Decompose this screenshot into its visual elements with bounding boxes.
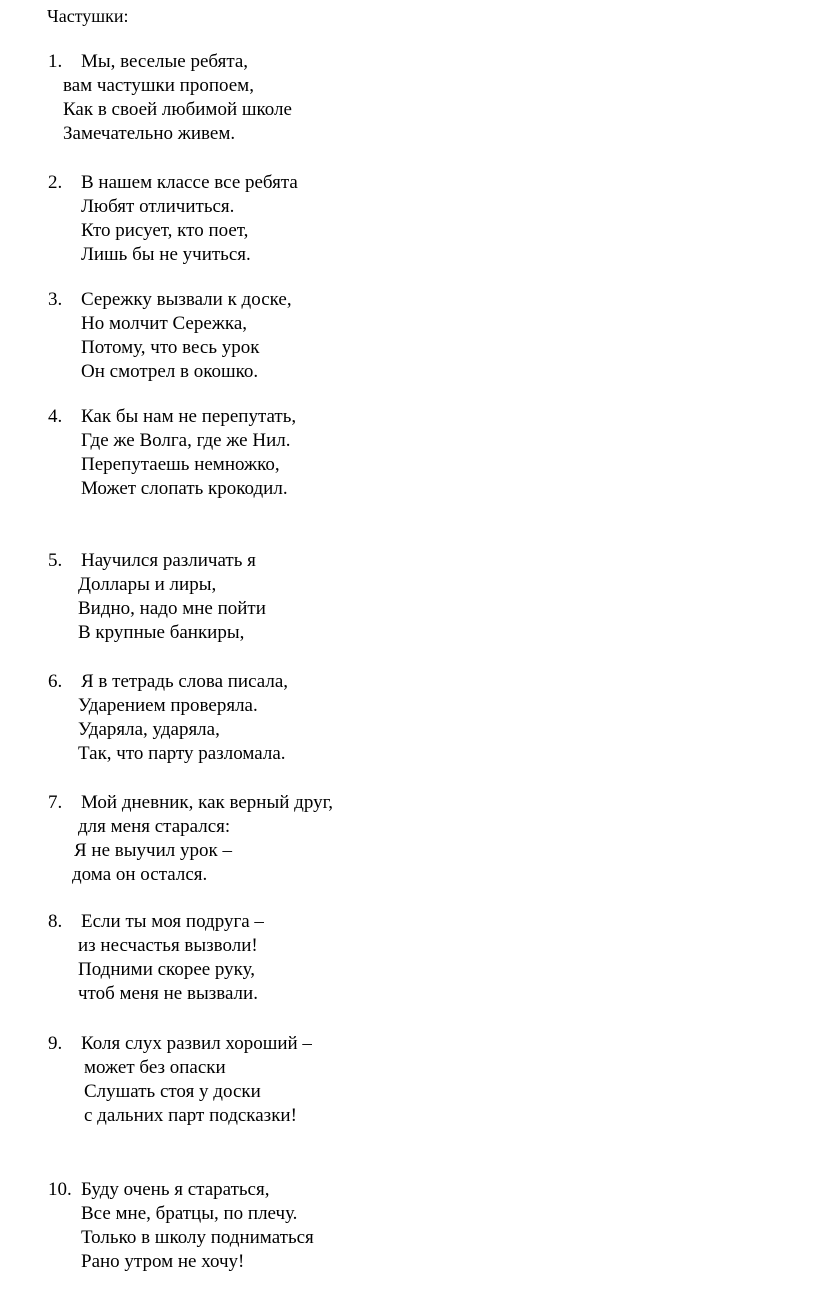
stanza-line: Любят отличиться. — [81, 196, 235, 217]
stanza-line: Подними скорее руку, — [78, 959, 255, 980]
stanza-line: может без опаски — [84, 1057, 226, 1078]
stanza-line: Я в тетрадь слова писала, — [81, 671, 289, 692]
stanza-line: Ударением проверяла. — [78, 695, 258, 716]
stanza-line: Где же Волга, где же Нил. — [81, 430, 291, 451]
stanza-line: Буду очень я стараться, — [81, 1179, 270, 1200]
stanza-line: Как в своей любимой школе — [63, 99, 292, 120]
stanza-number: 4. — [48, 406, 63, 427]
stanza-line: Так, что парту разломала. — [78, 743, 286, 764]
stanza-line: Потому, что весь урок — [81, 337, 260, 358]
stanza-line: Лишь бы не учиться. — [81, 244, 251, 265]
stanza-line: Ударяла, ударяла, — [78, 719, 220, 740]
stanza-line: Научился различать я — [81, 550, 256, 571]
stanza-line: для меня старался: — [78, 816, 231, 837]
stanza-line: Перепутаешь немножко, — [81, 454, 280, 475]
stanza-line: Кто рисует, кто поет, — [81, 220, 249, 241]
stanza-line: вам частушки пропоем, — [63, 75, 254, 96]
stanza-line: В нашем классе все ребята — [81, 172, 298, 193]
stanza-line: Слушать стоя у доски — [84, 1081, 261, 1102]
stanza-number: 9. — [48, 1033, 63, 1054]
stanza-line: Может слопать крокодил. — [81, 478, 288, 499]
stanza-line: Рано утром не хочу! — [81, 1251, 245, 1272]
stanza-line: Как бы нам не перепутать, — [81, 406, 297, 427]
stanza-line: чтоб меня не вызвали. — [78, 983, 258, 1004]
stanza-number: 10. — [48, 1179, 72, 1200]
stanza-line: Он смотрел в окошко. — [81, 361, 259, 382]
stanza-line: Мой дневник, как верный друг, — [81, 792, 333, 813]
stanza-number: 2. — [48, 172, 63, 193]
stanza-line: Мы, веселые ребята, — [81, 51, 249, 72]
stanza-line: с дальних парт подсказки! — [84, 1105, 297, 1126]
stanza-number: 3. — [48, 289, 63, 310]
stanza-line: Замечательно живем. — [63, 123, 236, 144]
document-title: Частушки: — [47, 6, 129, 26]
stanza-line: Я не выучил урок – — [74, 840, 232, 861]
stanza-line: В крупные банкиры, — [78, 622, 245, 643]
stanza-number: 5. — [48, 550, 63, 571]
stanza-line: Доллары и лиры, — [78, 574, 217, 595]
stanza-number: 7. — [48, 792, 63, 813]
stanza-number: 6. — [48, 671, 63, 692]
stanza-line: Видно, надо мне пойти — [78, 598, 266, 619]
stanza-line: Только в школу подниматься — [81, 1227, 314, 1248]
stanza-line: из несчастья вызволи! — [78, 935, 258, 956]
stanza-line: Все мне, братцы, по плечу. — [81, 1203, 298, 1224]
stanza-line: дома он остался. — [72, 864, 208, 885]
stanza-line: Но молчит Сережка, — [81, 313, 248, 334]
stanza-number: 8. — [48, 911, 63, 932]
stanza-number: 1. — [48, 51, 63, 72]
stanza-line: Сережку вызвали к доске, — [81, 289, 292, 310]
stanza-line: Если ты моя подруга – — [81, 911, 264, 932]
stanza-line: Коля слух развил хороший – — [81, 1033, 312, 1054]
